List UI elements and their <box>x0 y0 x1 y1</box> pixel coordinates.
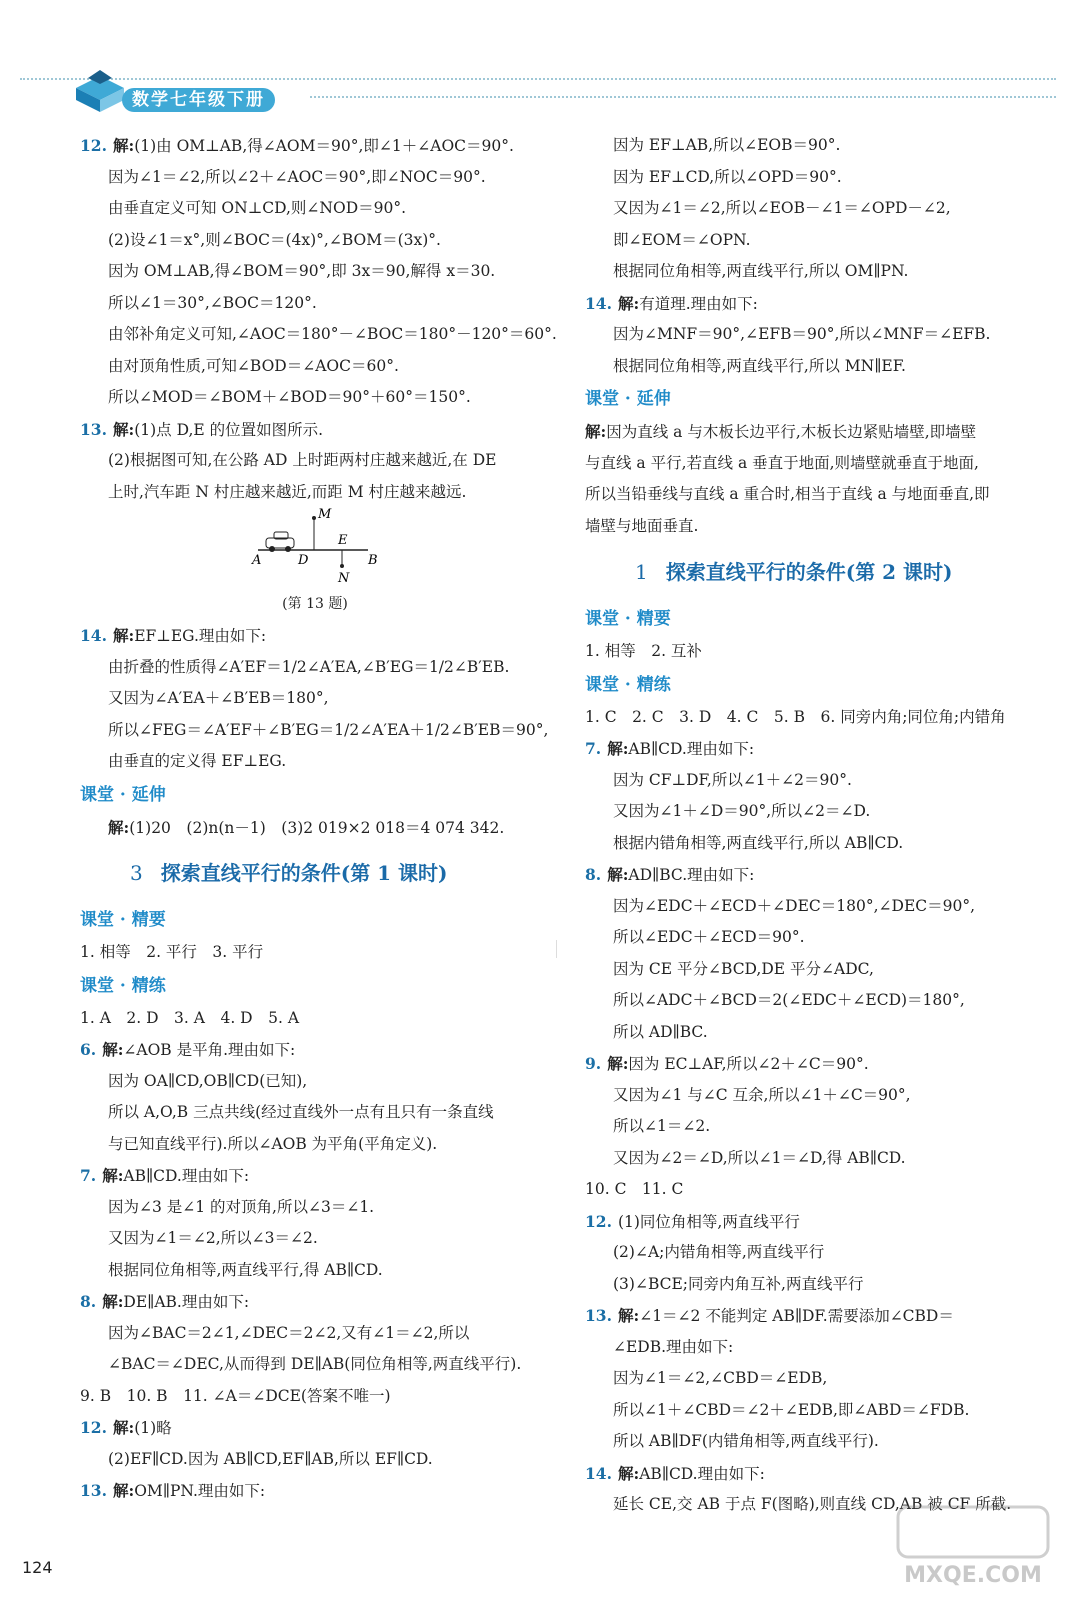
answer-line <box>80 652 550 684</box>
question-line <box>585 1048 1055 1080</box>
line-text: 因为 CE 平分∠BCD,DE 平分∠ADC, <box>613 959 874 978</box>
line-text: 所以 A,O,B 三点共线(经过直线外一点有且只有一条直线 <box>108 1103 494 1121</box>
question-number: 12. <box>80 136 107 155</box>
line-text: 延长 CE,交 AB 于点 F(图略),则直线 CD,AB 被 CF 所截. <box>613 1495 1012 1513</box>
answer-line <box>585 479 1055 511</box>
lesson-number: 1 <box>635 560 648 584</box>
answer-line <box>585 448 1055 480</box>
answer-label: 解: <box>112 1418 135 1437</box>
question-line <box>585 859 1055 891</box>
answer-line <box>80 1192 550 1224</box>
line-text: (1)略 <box>134 1419 172 1437</box>
line-text: ∠EDB.理由如下: <box>613 1337 734 1356</box>
question-line <box>80 1286 550 1318</box>
line-text: 因为 EC⊥AF,所以∠2＋∠C＝90°. <box>628 1055 869 1073</box>
answer-line <box>585 1143 1055 1175</box>
question-number: 13. <box>80 1481 107 1500</box>
line-text: 由折叠的性质得∠A′EF＝1/2∠A′EA,∠B′EG＝1/2∠B′EB. <box>108 657 510 676</box>
line-text: 与已知直线平行).所以∠AOB 为平角(平角定义). <box>108 1134 438 1153</box>
question-number: 7. <box>80 1166 97 1185</box>
line-text: (1)同位角相等,两直线平行 <box>617 1212 800 1231</box>
figure-caption: (第 13 题) <box>282 596 348 612</box>
column-divider <box>556 940 557 958</box>
line-text: 又因为∠A′EA＋∠B′EB＝180°, <box>108 689 329 707</box>
line-text: 墙壁与地面垂直. <box>585 516 699 535</box>
answer-label: 解: <box>585 422 607 441</box>
answer-line <box>585 828 1055 860</box>
answer-label: 解: <box>112 136 135 155</box>
answer-label: 解: <box>617 1306 640 1325</box>
line-text: 所以∠FEG＝∠A′EF＋∠B′EG＝1/2∠A′EA＋1/2∠B′EB＝90°, <box>108 720 549 739</box>
question-line <box>80 1034 550 1066</box>
lesson-title <box>80 843 550 903</box>
line-text: DE∥AB.理由如下: <box>123 1293 250 1311</box>
answer-label: 解: <box>102 1292 124 1311</box>
line-text: 因为 OM⊥AB,得∠BOM＝90°,即 3x＝90,解得 x＝30. <box>108 262 496 280</box>
answer-line <box>80 351 550 383</box>
question-number: 9. <box>585 1054 602 1073</box>
answer-line <box>80 1003 550 1035</box>
answer-line <box>80 382 550 414</box>
question-line <box>80 414 550 446</box>
answer-line <box>80 193 550 225</box>
answer-line <box>585 1363 1055 1395</box>
answer-line <box>585 891 1055 923</box>
question-number: 14. <box>585 1463 612 1483</box>
svg-text:MXQE.COM: MXQE.COM <box>904 1563 1042 1588</box>
line-text: 由垂直的定义得 EF⊥EG. <box>108 752 287 770</box>
answer-line <box>80 937 550 969</box>
question-line <box>585 733 1055 765</box>
answer-label: 解: <box>112 626 135 645</box>
header-dotted-line-2 <box>310 96 1056 98</box>
line-text: ∠1＝∠2 不能判定 AB∥DF.需要添加∠CBD＝ <box>639 1307 954 1325</box>
question-line <box>80 130 550 162</box>
fig-label-a: A <box>252 553 262 568</box>
line-text: (2)设∠1＝x°,则∠BOC＝(4x)°,∠BOM＝(3x)°. <box>108 230 441 249</box>
line-text: 因为∠EDC＋∠ECD＋∠DEC＝180°,∠DEC＝90°, <box>613 896 976 915</box>
line-text: 因为 CF⊥DF,所以∠1＋∠2＝90°. <box>613 770 852 789</box>
line-text: 因为直线 a 与木板长边平行,木板长边紧贴墙壁,即墙壁 <box>606 423 977 441</box>
answer-line <box>585 765 1055 797</box>
answer-line <box>80 162 550 194</box>
answer-label: 解: <box>112 1481 135 1500</box>
line-text: 因为∠MNF＝90°,∠EFB＝90°,所以∠MNF＝∠EFB. <box>613 325 991 343</box>
answer-line <box>585 1332 1055 1364</box>
line-text: 9. B 10. B 11. ∠A＝∠DCE(答案不唯一) <box>80 1386 391 1405</box>
line-text: AB∥CD.理由如下: <box>123 1167 250 1185</box>
line-text: 由垂直定义可知 ON⊥CD,则∠NOD＝90°. <box>108 199 407 217</box>
answer-line <box>80 1444 550 1476</box>
question-number: 8. <box>585 865 602 884</box>
lesson-title-text: 探索直线平行的条件(第 1 课时) <box>160 861 448 885</box>
answer-line <box>585 1395 1055 1427</box>
answer-line <box>585 351 1055 383</box>
line-text: 因为∠1＝∠2,所以∠2＋∠AOC＝90°,即∠NOC＝90°. <box>108 167 486 186</box>
answer-line <box>80 812 550 844</box>
answer-line <box>80 225 550 257</box>
line-text: 因为∠BAC＝2∠1,∠DEC＝2∠2,又有∠1＝∠2,所以 <box>108 1323 470 1342</box>
question-line <box>585 288 1055 320</box>
question-number: 12. <box>80 1418 107 1437</box>
answer-label: 解: <box>607 865 629 884</box>
section-heading: 课堂 · 精练 <box>80 975 166 996</box>
answer-line <box>80 319 557 351</box>
line-text: (2)根据图可知,在公路 AD 上时距两村庄越来越近,在 DE <box>108 451 497 469</box>
line-text: 所以 AD∥BC. <box>613 1022 708 1041</box>
answer-label: 解: <box>607 739 629 758</box>
line-text: 又因为∠2＝∠D,所以∠1＝∠D,得 AB∥CD. <box>613 1148 906 1167</box>
answer-line <box>80 1223 550 1255</box>
lesson-title-text: 探索直线平行的条件(第 2 课时) <box>665 560 953 584</box>
answer-line <box>80 1381 550 1413</box>
line-text: 所以当铅垂线与直线 a 重合时,相当于直线 a 与地面垂直,即 <box>585 485 990 503</box>
question-line <box>80 1160 550 1192</box>
answer-line <box>585 1237 1055 1269</box>
line-text: 所以∠1＝∠2. <box>613 1117 711 1135</box>
line-text: (2)EF∥CD.因为 AB∥CD,EF∥AB,所以 EF∥CD. <box>108 1449 433 1468</box>
answer-line <box>585 954 1055 986</box>
answer-label: 解: <box>607 1054 629 1073</box>
answer-line <box>585 225 1055 257</box>
line-text: 由邻补角定义可知,∠AOC＝180°－∠BOC＝180°－120°＝60°. <box>108 325 557 343</box>
answer-label: 解: <box>108 817 130 837</box>
question-number: 14. <box>80 626 107 645</box>
section-heading: 课堂 · 精要 <box>585 609 671 629</box>
page-header <box>70 68 310 114</box>
line-text: 所以∠EDC＋∠ECD＝90°. <box>613 928 805 946</box>
line-text: OM∥PN.理由如下: <box>134 1482 266 1500</box>
answer-line <box>585 256 1055 288</box>
answer-line <box>585 1111 1055 1143</box>
right-column <box>585 130 1055 1521</box>
line-text: 与直线 a 平行,若直线 a 垂直于地面,则墙壁就垂直于地面, <box>585 453 979 472</box>
answer-label: 解: <box>617 1463 640 1483</box>
answer-line <box>80 1349 550 1381</box>
fig-label-e: E <box>338 533 348 548</box>
line-text: (1)20 (2)n(n－1) (3)2 019×2 018＝4 074 342. <box>129 818 505 837</box>
answer-line <box>80 1318 550 1350</box>
answer-label: 解: <box>617 293 640 313</box>
answer-line <box>80 1097 550 1129</box>
answer-line <box>585 636 1055 668</box>
line-text: 根据内错角相等,两直线平行,所以 AB∥CD. <box>613 833 904 852</box>
question-line <box>80 1412 550 1444</box>
line-text: 因为∠1＝∠2,∠CBD＝∠EDB, <box>613 1369 828 1387</box>
line-text: 所以∠MOD＝∠BOM＋∠BOD＝90°＋60°＝150°. <box>108 388 471 406</box>
answer-line <box>80 1255 550 1287</box>
answer-line <box>585 511 1055 543</box>
question-number: 14. <box>585 293 612 313</box>
line-text: ∠BAC＝∠DEC,从而得到 DE∥AB(同位角相等,两直线平行). <box>108 1355 522 1373</box>
section-heading: 课堂 · 延伸 <box>80 784 166 805</box>
lesson-number: 3 <box>130 861 143 885</box>
answer-label: 解: <box>112 419 135 439</box>
fig-label-d: D <box>298 553 309 568</box>
answer-line <box>80 1129 550 1161</box>
line-text: 所以 AB∥DF(内错角相等,两直线平行). <box>613 1432 879 1450</box>
line-text: AD∥BC.理由如下: <box>628 866 755 884</box>
question-number: 13. <box>80 419 107 439</box>
question-line <box>585 1300 1055 1332</box>
answer-line <box>585 1080 1055 1112</box>
answer-line <box>80 288 550 320</box>
line-text: 根据同位角相等,两直线平行,所以 MN∥EF. <box>613 356 906 375</box>
line-text: 所以∠1＝30°,∠BOC＝120°. <box>108 293 317 312</box>
line-text: (1)由 OM⊥AB,得∠AOM＝90°,即∠1＋∠AOC＝90°. <box>134 137 514 155</box>
line-text: (2)∠A;内错角相等,两直线平行 <box>613 1243 825 1261</box>
line-text: 因为 OA∥CD,OB∥CD(已知), <box>108 1071 308 1090</box>
line-text: 又因为∠1＝∠2,所以∠EOB－∠1＝∠OPD－∠2, <box>613 199 951 217</box>
line-text: 因为∠3 是∠1 的对顶角,所以∠3＝∠1. <box>108 1197 375 1216</box>
line-text: 由对顶角性质,可知∠BOD＝∠AOC＝60°. <box>108 356 399 375</box>
answer-line <box>80 256 550 288</box>
answer-line <box>585 1269 1055 1301</box>
answer-line <box>80 746 550 778</box>
question-number: 7. <box>585 739 602 758</box>
answer-line <box>585 1174 1055 1206</box>
answer-line <box>80 683 550 715</box>
line-text: AB∥CD.理由如下: <box>639 1464 765 1483</box>
left-column <box>80 130 557 1507</box>
line-text: 1. 相等 2. 平行 3. 平行 <box>80 943 264 961</box>
answer-line <box>80 477 550 509</box>
watermark-logo <box>888 1502 1058 1592</box>
question-number: 6. <box>80 1040 97 1059</box>
answer-line <box>585 162 1055 194</box>
line-text: 因为 EF⊥AB,所以∠EOB＝90°. <box>613 136 841 154</box>
answer-line <box>585 1426 1055 1458</box>
section-heading: 课堂 · 精要 <box>80 910 166 930</box>
answer-line <box>585 130 1055 162</box>
answer-line <box>585 416 1055 448</box>
lesson-title <box>585 542 1055 602</box>
question-line <box>585 1206 1055 1238</box>
line-text: 又因为∠1＝∠2,所以∠3＝∠2. <box>108 1229 318 1247</box>
answer-line <box>585 985 1055 1017</box>
question-number: 8. <box>80 1292 97 1311</box>
line-text: 因为 EF⊥CD,所以∠OPD＝90°. <box>613 167 842 186</box>
line-text: 所以∠ADC＋∠BCD＝2(∠EDC＋∠ECD)＝180°, <box>613 991 965 1009</box>
question-number: 12. <box>585 1211 612 1231</box>
line-text: 根据同位角相等,两直线平行,所以 OM∥PN. <box>613 262 909 280</box>
line-text: 1. C 2. C 3. D 4. C 5. B 6. 同旁内角;同位角;内错角 <box>585 707 1006 726</box>
question-line <box>585 1458 1055 1490</box>
question-line <box>80 1475 550 1507</box>
answer-label: 解: <box>102 1040 124 1059</box>
answer-line <box>585 193 1055 225</box>
line-text: 即∠EOM＝∠OPN. <box>613 230 751 249</box>
line-text: 又因为∠1＋∠D＝90°,所以∠2＝∠D. <box>613 802 871 820</box>
line-text: 上时,汽车距 N 村庄越来越近,而距 M 村庄越来越远. <box>108 482 467 501</box>
answer-line <box>80 445 550 477</box>
figure-13 <box>80 508 550 588</box>
line-text: 有道理.理由如下: <box>639 294 758 313</box>
line-text: 又因为∠1 与∠C 互余,所以∠1＋∠C＝90°, <box>613 1085 911 1104</box>
header-tag: 数学七年级下册 <box>122 88 275 112</box>
line-text: 1. 相等 2. 互补 <box>585 642 702 660</box>
page-number: 124 <box>22 1558 53 1577</box>
question-line <box>80 620 550 652</box>
answer-line <box>585 1017 1055 1049</box>
answer-label: 解: <box>102 1166 124 1185</box>
line-text: EF⊥EG.理由如下: <box>134 627 267 645</box>
fig-label-m: M <box>318 508 332 522</box>
answer-line <box>585 922 1055 954</box>
line-text: (3)∠BCE;同旁内角互补,两直线平行 <box>613 1274 864 1293</box>
figure-13-diagram <box>80 508 550 588</box>
answer-line <box>585 319 1055 351</box>
question-number: 13. <box>585 1306 612 1325</box>
line-text: 1. A 2. D 3. A 4. D 5. A <box>80 1008 300 1027</box>
line-text: 所以∠1＋∠CBD＝∠2＋∠EDB,即∠ABD＝∠FDB. <box>613 1400 970 1419</box>
line-text: AB∥CD.理由如下: <box>628 740 755 758</box>
fig-label-n: N <box>338 571 350 586</box>
line-text: ∠AOB 是平角.理由如下: <box>123 1041 296 1059</box>
book-icon <box>70 68 130 114</box>
fig-label-b: B <box>368 553 378 568</box>
line-text: 10. C 11. C <box>585 1180 684 1198</box>
answer-line <box>585 796 1055 828</box>
section-heading: 课堂 · 延伸 <box>585 389 671 409</box>
answer-line <box>80 715 550 747</box>
section-heading: 课堂 · 精练 <box>585 674 671 695</box>
answer-line <box>80 1066 550 1098</box>
answer-line <box>585 702 1055 734</box>
line-text: (1)点 D,E 的位置如图所示. <box>134 420 324 439</box>
line-text: 根据同位角相等,两直线平行,得 AB∥CD. <box>108 1260 383 1279</box>
